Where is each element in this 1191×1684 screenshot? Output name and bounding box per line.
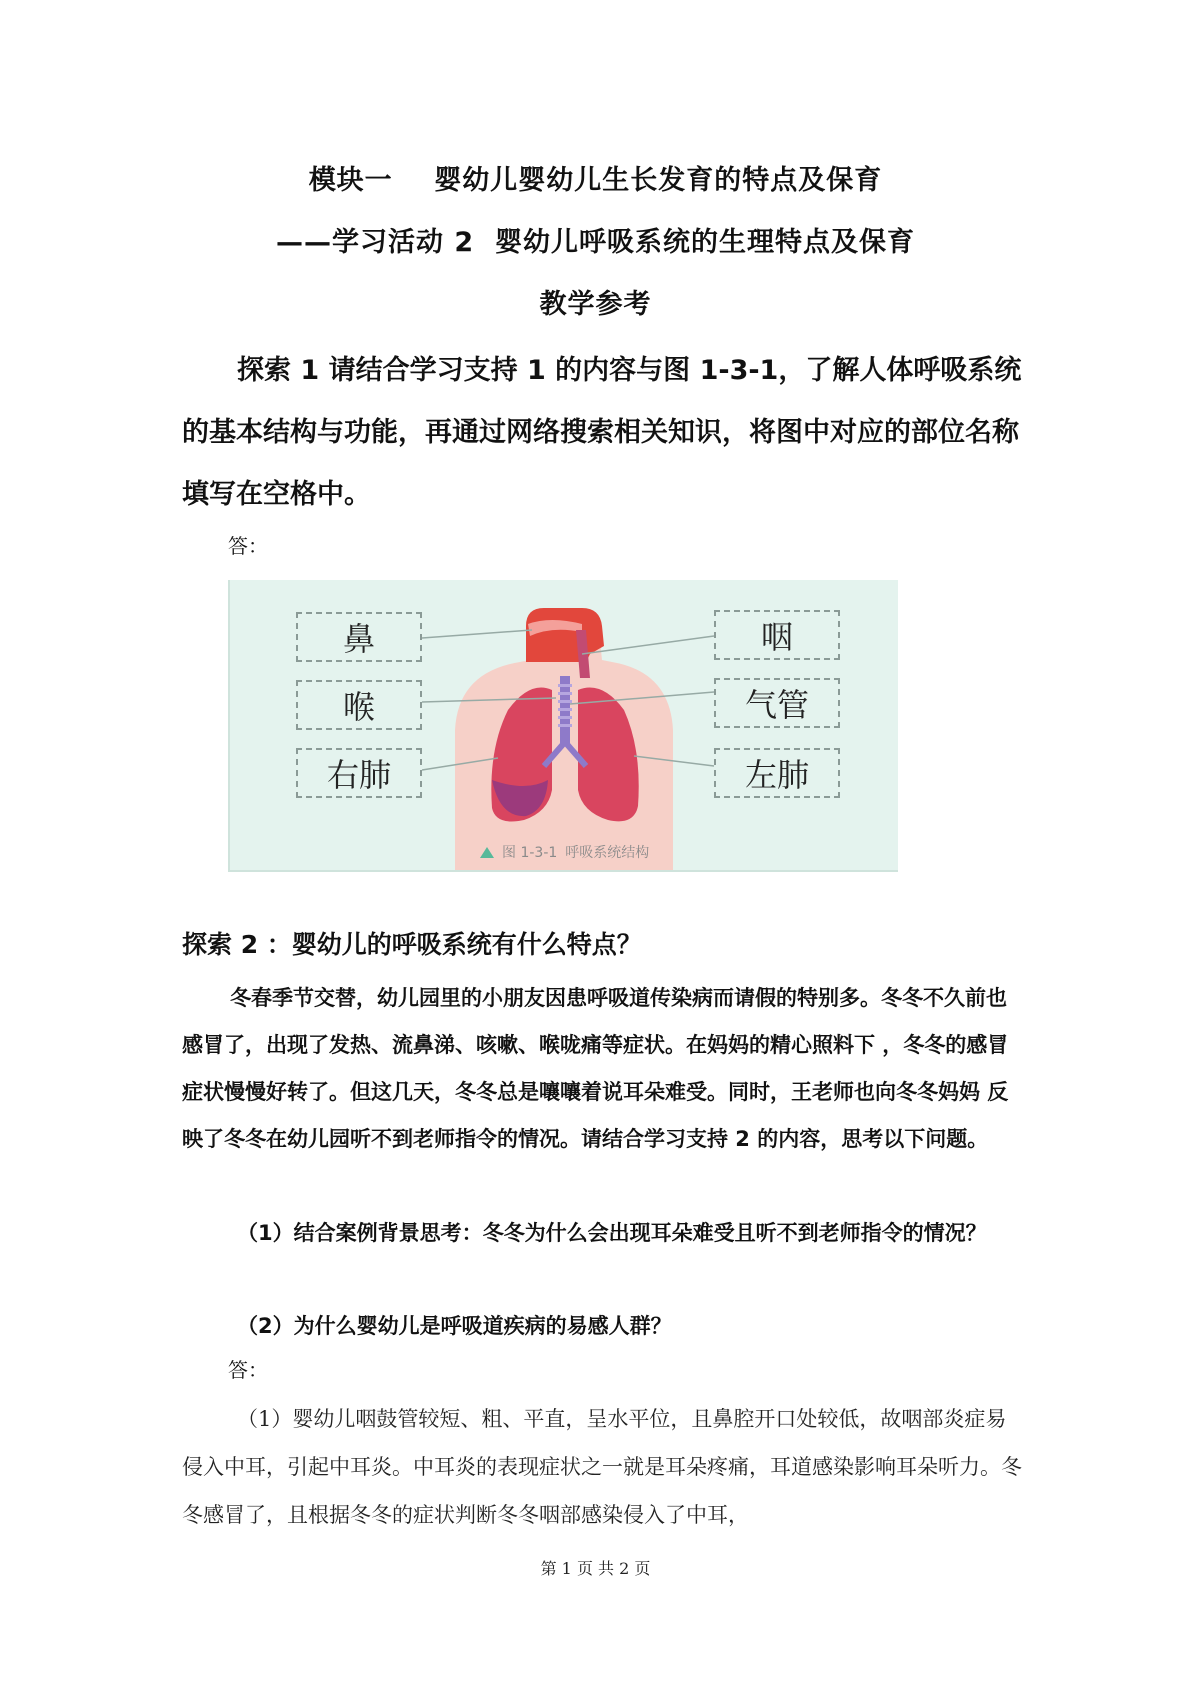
torso-shape xyxy=(455,640,673,870)
label-larynx: 喉 xyxy=(342,688,375,726)
explore2-title: 探索 2 ：婴幼儿的呼吸系统有什么特点？ xyxy=(182,930,642,959)
caption-text: 呼吸系统结构 xyxy=(565,845,650,861)
explore1-question: 探索 1 请结合学习支持 1 的内容与图 1-3-1，了解人体呼吸系统的基本结构与功能，再通过网络搜索相关知识，将图中对应的部位名称填写在空格中。 xyxy=(182,355,1022,510)
module-title: 模块一 婴幼儿婴幼儿生长发育的特点及保育 xyxy=(308,165,883,196)
page-footer: 第 1 页 共 2 页 xyxy=(540,1559,651,1578)
label-pharynx: 咽 xyxy=(760,618,793,656)
label-right-lung: 右肺 xyxy=(326,756,391,794)
explore2-answer-label: 答： xyxy=(228,1358,268,1382)
teaching-reference-title: 教学参考 xyxy=(539,289,652,320)
activity-subtitle: ——学习活动 2 婴幼儿呼吸系统的生理特点及保育 xyxy=(276,227,915,258)
explore1-answer-label: 答： xyxy=(228,534,268,558)
sub-question-2: （2）为什么婴幼儿是呼吸道疾病的易感人群？ xyxy=(237,1314,672,1338)
respiratory-system-figure xyxy=(228,580,898,872)
label-box-right-lung xyxy=(296,748,422,798)
label-nose: 鼻 xyxy=(342,620,375,658)
label-box-pharynx xyxy=(714,610,840,660)
label-left-lung: 左肺 xyxy=(744,756,809,794)
figure-caption xyxy=(480,842,649,862)
sub-question-1: （1）结合案例背景思考：冬冬为什么会出现耳朵难受且听不到老师指令的情况？ xyxy=(237,1221,987,1245)
answer-paragraph-1: （1）婴幼儿咽鼓管较短、粗、平直，呈水平位，且鼻腔开口处较低，故咽部炎症易侵入中耳，引起中耳炎。中耳炎的表现症状之一就是耳朵疼痛，耳道感染影响耳朵听力。冬冬感冒了，且根据冬冬的症状判断冬冬咽部感染侵入了中耳， xyxy=(182,1407,1022,1527)
label-trachea: 气管 xyxy=(744,686,809,724)
case-paragraph: 冬春季节交替，幼儿园里的小朋友因患呼吸道传染病而请假的特别多。冬冬不久前也感冒了，出现了发热、流鼻涕、咳嗽、喉咙痛等症状。在妈妈的精心照料下 ，冬冬的感冒症状慢慢好转了。但这几天，冬冬总是嚷嚷着说耳朵难受。同时，王老师也向冬冬妈妈 反映了冬冬在幼儿园听不到老师指令的情况。请结合学习支持 2 的内容，思考以下问题。 xyxy=(182,986,1009,1151)
caption-number: 图 1-3-1 xyxy=(502,845,558,861)
label-box-left-lung xyxy=(714,748,840,798)
triangle-icon xyxy=(480,847,494,858)
label-box-larynx xyxy=(296,680,422,730)
label-box-nose xyxy=(296,612,422,662)
label-box-trachea xyxy=(714,678,840,728)
